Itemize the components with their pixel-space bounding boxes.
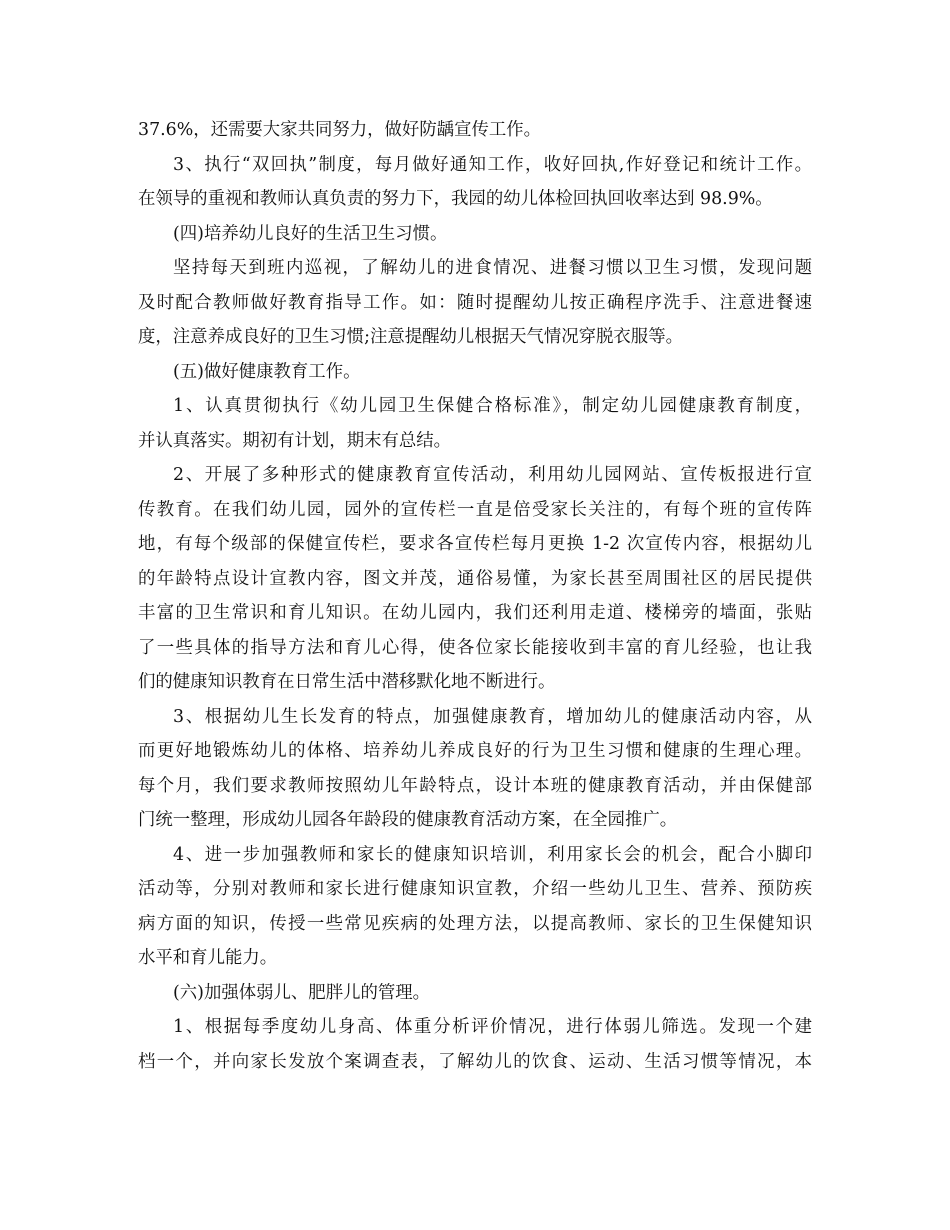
text-line: 门统一整理，形成幼儿园各年龄段的健康教育活动方案，在全园推广。 bbox=[138, 810, 678, 830]
text-line: 1、根据每季度幼儿身高、体重分析评价情况，进行体弱儿筛选。发现一个建 bbox=[173, 1017, 812, 1037]
section-heading: (四)培养幼儿良好的生活卫生习惯。 bbox=[173, 223, 448, 244]
text-line: 活动等，分别对教师和家长进行健康知识宣教，介绍一些幼儿卫生、营养、预防疾 bbox=[138, 879, 812, 899]
text-line: 并认真落实。期初有计划，期末有总结。 bbox=[138, 430, 452, 451]
document-body bbox=[138, 113, 812, 1079]
text-line: 2、开展了多种形式的健康教育宣传活动，利用幼儿园网站、宣传板报进行宣 bbox=[173, 465, 812, 485]
text-line: 传教育。在我们幼儿园，园外的宣传栏一直是倍受家长关注的，有每个班的宣传阵 bbox=[138, 499, 812, 520]
section-heading: (五)做好健康教育工作。 bbox=[173, 361, 361, 382]
text-line: 的年龄特点设计宣教内容，图文并茂，通俗易懂，为家长甚至周围社区的居民提供 bbox=[138, 568, 812, 589]
text-line: 3、执行“双回执”制度，每月做好通知工作，收好回执,作好登记和统计工作。 bbox=[173, 154, 812, 175]
text-line: 档一个，并向家长发放个案调查表，了解幼儿的饮食、运动、生活习惯等情况，本 bbox=[138, 1051, 812, 1072]
text-line: 水平和育儿能力。 bbox=[138, 948, 278, 968]
text-line: 地，有每个级部的保健宣传栏，要求各宣传栏每月更换 1-2 次宣传内容，根据幼儿 bbox=[138, 534, 812, 554]
text-line: 3、根据幼儿生长发育的特点，加强健康教育，增加幼儿的健康活动内容，从 bbox=[173, 706, 812, 727]
text-line: 1、认真贯彻执行《幼儿园卫生保健合格标准》，制定幼儿园健康教育制度， bbox=[173, 396, 812, 416]
text-line: 37.6%，还需要大家共同努力，做好防龋宣传工作。 bbox=[138, 120, 542, 140]
text-line: 病方面的知识，传授一些常见疾病的处理方法，以提高教师、家长的卫生保健知识 bbox=[138, 913, 812, 934]
text-line: 在领导的重视和教师认真负责的努力下，我园的幼儿体检回执回收率达到 98.9%。 bbox=[138, 189, 773, 209]
text-line: 坚持每天到班内巡视，了解幼儿的进食情况、进餐习惯以卫生习惯，发现问题 bbox=[173, 258, 812, 278]
text-line: 们的健康知识教育在日常生活中潜移默化地不断进行。 bbox=[138, 672, 556, 692]
section-heading: (六)加强体弱儿、肥胖儿的管理。 bbox=[173, 982, 431, 1003]
text-line: 度，注意养成良好的卫生习惯;注意提醒幼儿根据天气情况穿脱衣服等。 bbox=[138, 327, 683, 347]
text-line: 4、进一步加强教师和家长的健康知识培训，利用家长会的机会，配合小脚印 bbox=[173, 844, 812, 865]
text-line: 而更好地锻炼幼儿的体格、培养幼儿养成良好的行为卫生习惯和健康的生理心理。 bbox=[138, 741, 812, 761]
text-line: 丰富的卫生常识和育儿知识。在幼儿园内，我们还利用走道、楼梯旁的墙面，张贴 bbox=[138, 603, 812, 623]
text-line: 及时配合教师做好教育指导工作。如：随时提醒幼儿按正确程序洗手、注意进餐速 bbox=[138, 292, 812, 313]
text-line: 了一些具体的指导方法和育儿心得，使各位家长能接收到丰富的育儿经验，也让我 bbox=[138, 637, 812, 658]
text-line: 每个月，我们要求教师按照幼儿年龄特点，设计本班的健康教育活动，并由保健部 bbox=[138, 775, 812, 796]
